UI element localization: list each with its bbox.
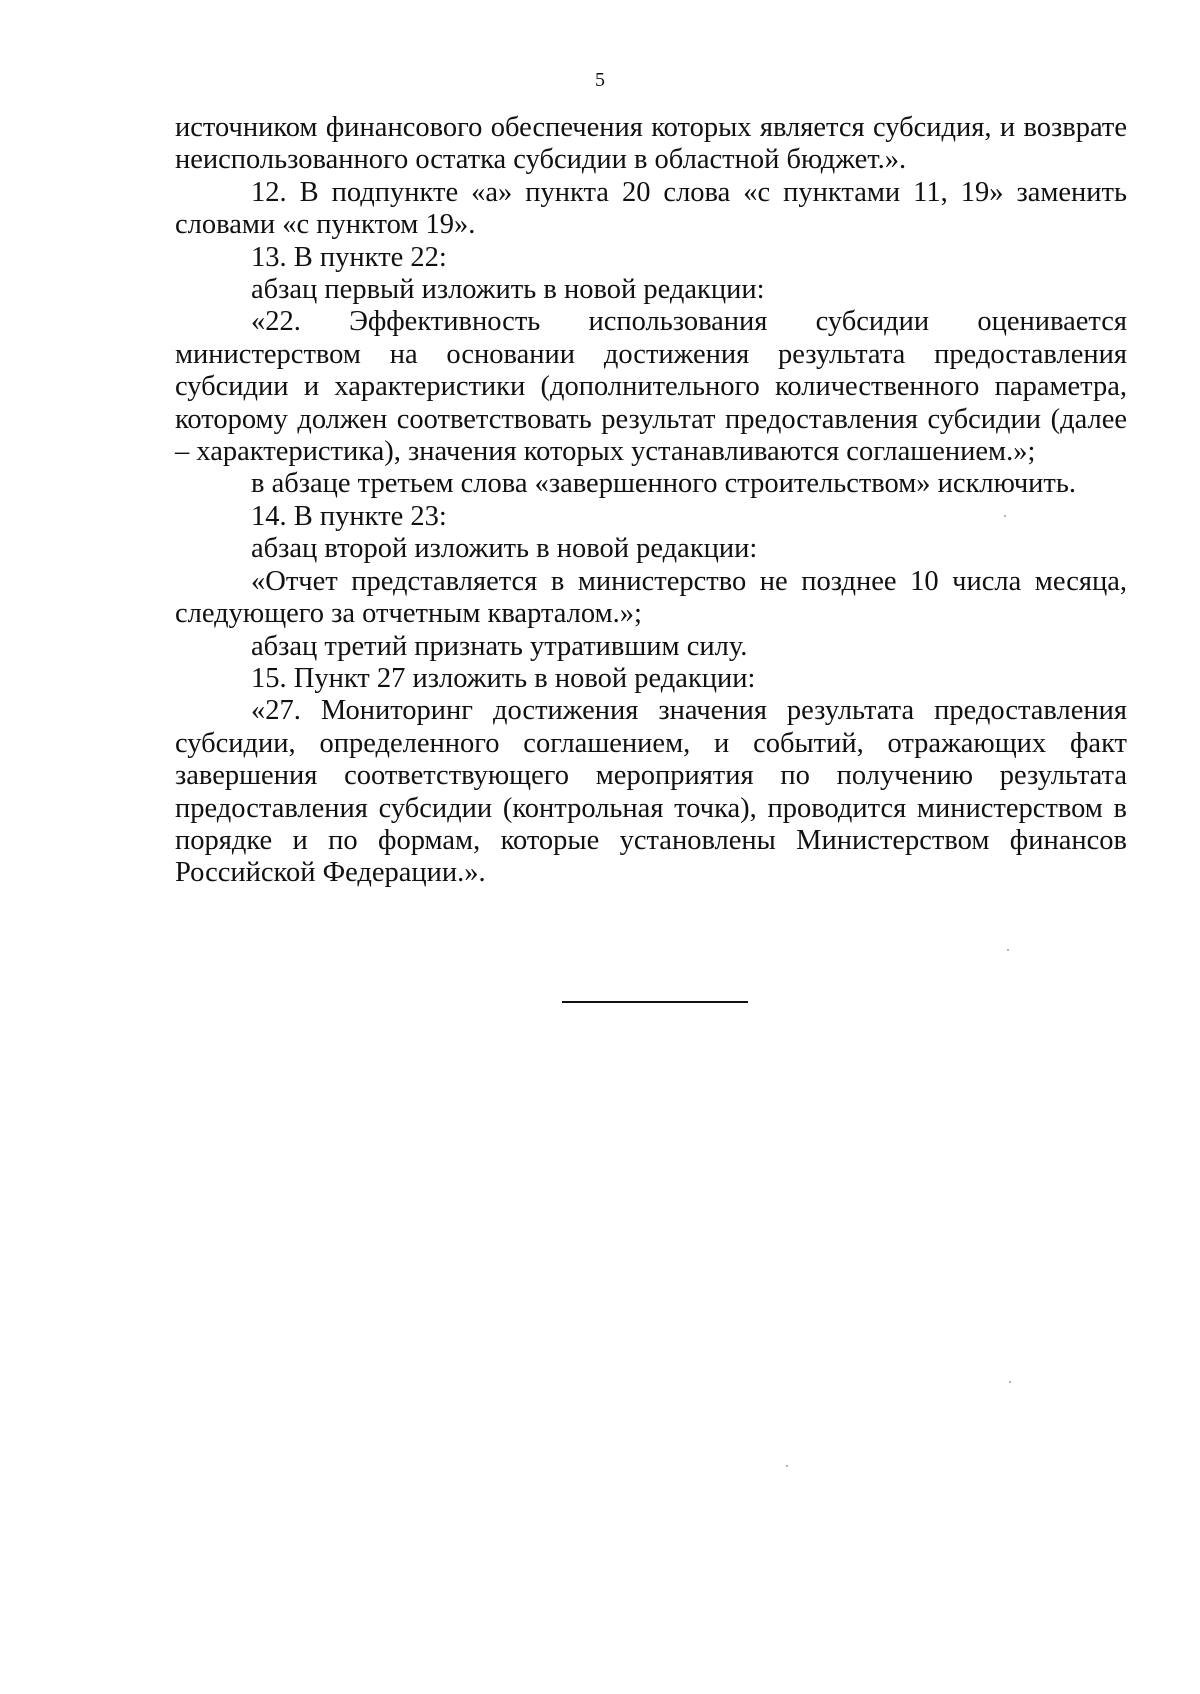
paragraph: абзац третий признать утратившим силу. [251, 630, 748, 662]
paragraph: источником финансового обеспечения которых является субсидия, и возврате неиспользованного остатка субсидии в областной бюджет.». [175, 112, 1127, 176]
paragraph: абзац второй изложить в новой редакции: [251, 533, 758, 565]
scan-speck [1009, 1381, 1011, 1383]
paragraph: абзац первый изложить в новой редакции: [251, 274, 765, 306]
page-number: 5 [595, 69, 605, 91]
closing-divider [562, 1001, 748, 1003]
paragraph: «27. Мониторинг достижения значения результата предоставления субсидии, определенного соглашением, и событий, отражающих факт завершения соответствующего мероприятия по получению результата предоставления субсидии (контрольная точка), проводится министерством в порядке и по формам, которые установлены Министерством финансов Российской Федерации.». [175, 695, 1127, 889]
paragraph: «22. Эффективность использования субсидии оценивается министерством на основании достижения результата предоставления субсидии и характеристики (дополнительного количественного параметра, которому должен соответствовать результат предоставления субсидии (далее – характеристика), значения которых устанавливаются соглашением.»; [175, 306, 1127, 468]
paragraph: «Отчет представляется в министерство не позднее 10 числа месяца, следующего за отчетным кварталом.»; [175, 565, 1127, 630]
paragraph: в абзаце третьем слова «завершенного строительством» исключить. [251, 468, 1077, 500]
paragraph: 15. Пункт 27 изложить в новой редакции: [251, 662, 756, 694]
paragraph: 13. В пункте 22: [251, 241, 447, 273]
scan-speck [1007, 949, 1009, 951]
paragraph: 14. В пункте 23: [251, 500, 447, 532]
scan-speck [786, 1465, 788, 1467]
document-body [175, 112, 1127, 890]
paragraph: 12. В подпункте «а» пункта 20 слова «с пунктами 11, 19» заменить словами «с пунктом 19». [175, 176, 1127, 241]
scan-speck [1004, 515, 1006, 517]
